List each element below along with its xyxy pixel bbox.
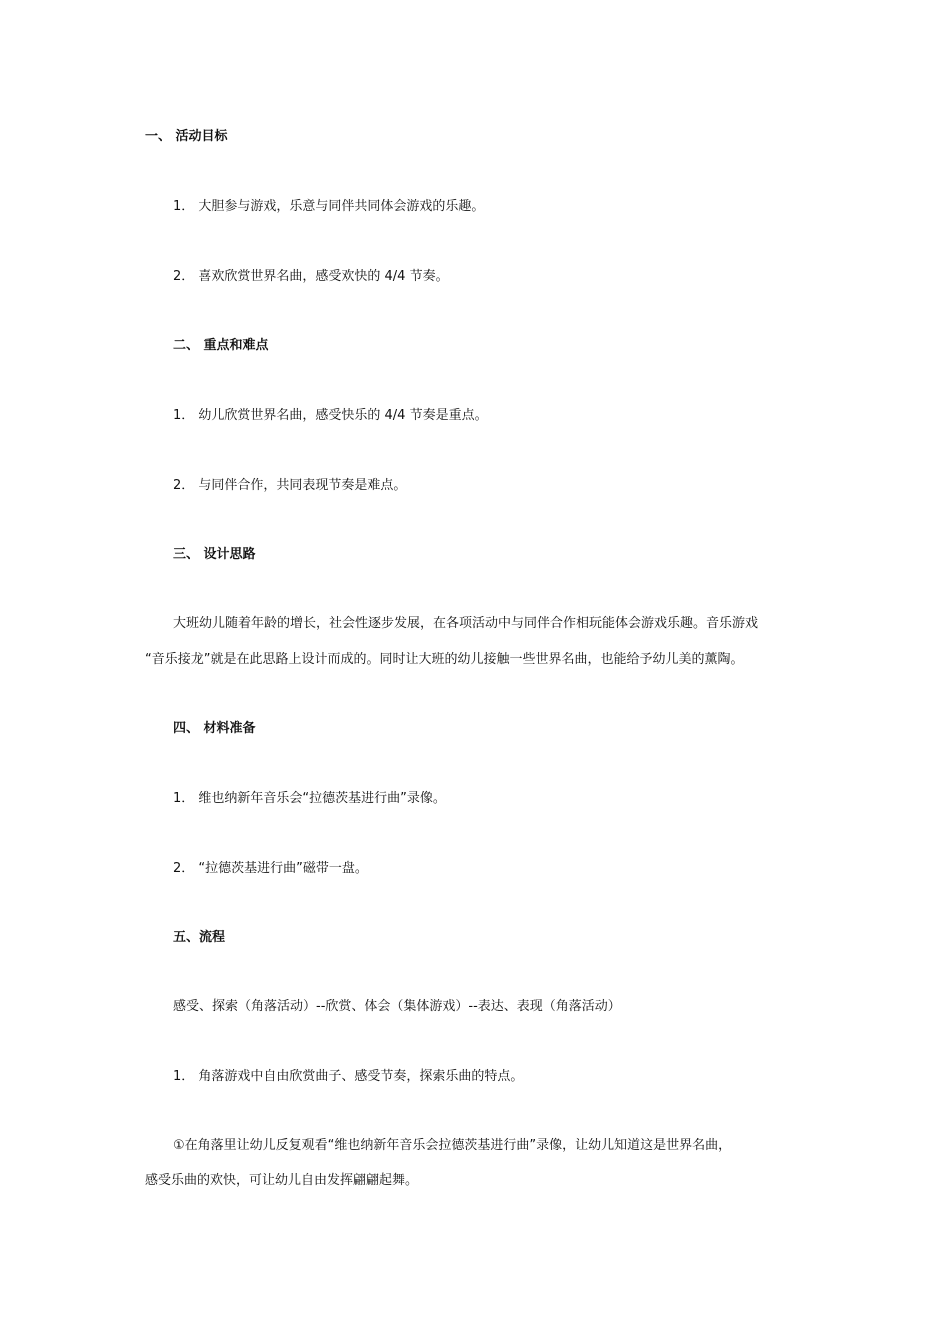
list-item: 1． 幼儿欣赏世界名曲，感受快乐的 4/4 节奏是重点。 [173,408,488,423]
list-item: 1． 角落游戏中自由欣赏曲子、感受节奏，探索乐曲的特点。 [173,1069,524,1084]
list-item: 1． 维也纳新年音乐会“拉德茨基进行曲”录像。 [173,791,446,806]
list-item: 2． 与同伴合作，共同表现节奏是难点。 [173,478,407,493]
section-heading-process: 五、流程 [173,930,226,945]
section-heading-materials: 四、 材料准备 [173,721,256,736]
section-heading-design: 三、 设计思路 [173,547,256,562]
paragraph-line: “音乐接龙”就是在此思路上设计而成的。同时让大班的幼儿接触一些世界名曲，也能给予幼儿美的薰陶。 [145,652,744,667]
list-item: 2． 喜欢欣赏世界名曲，感受欢快的 4/4 节奏。 [173,269,449,284]
list-item: 2． “拉德茨基进行曲”磁带一盘。 [173,861,368,876]
section-heading-goals: 一、 活动目标 [145,129,228,144]
list-item: 1． 大胆参与游戏，乐意与同伴共同体会游戏的乐趣。 [173,199,485,214]
paragraph-line: 感受乐曲的欢快，可让幼儿自由发挥翩翩起舞。 [145,1173,419,1188]
paragraph-line: ①在角落里让幼儿反复观看“维也纳新年音乐会拉德茨基进行曲”录像，让幼儿知道这是世界名曲， [173,1138,732,1153]
paragraph-line: 大班幼儿随着年龄的增长，社会性逐步发展，在各项活动中与同伴合作相玩能体会游戏乐趣。音乐游戏 [173,616,759,631]
section-heading-key-points: 二、 重点和难点 [173,338,269,353]
flow-line: 感受、探索（角落活动）--欣赏、体会（集体游戏）--表达、表现（角落活动） [173,999,621,1014]
